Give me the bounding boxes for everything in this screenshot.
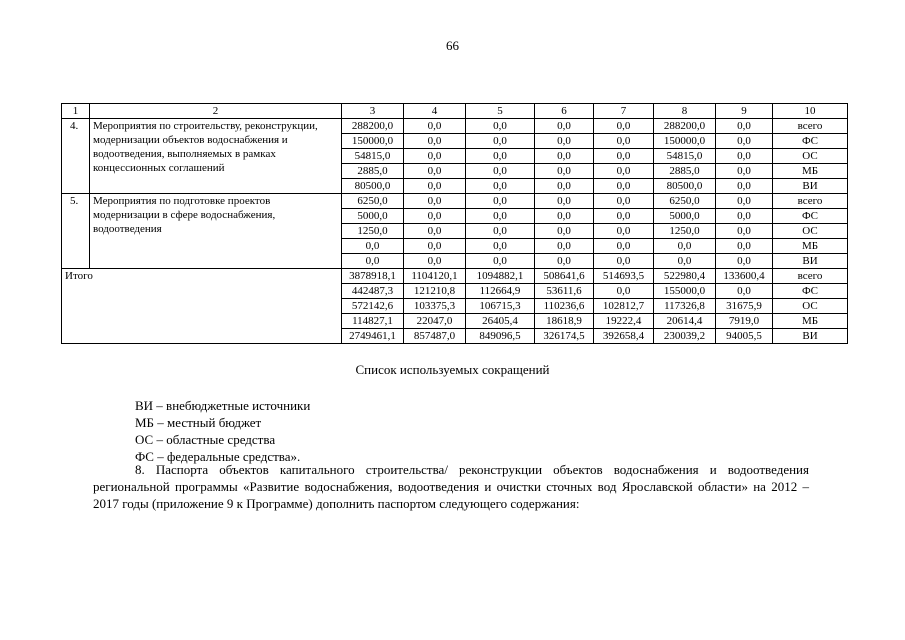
value-cell: 150000,0 [654, 134, 716, 149]
source-cell: ОС [773, 299, 848, 314]
value-cell: 0,0 [594, 209, 654, 224]
value-cell: 0,0 [716, 194, 773, 209]
value-cell: 7919,0 [716, 314, 773, 329]
value-cell: 5000,0 [342, 209, 404, 224]
value-cell: 133600,4 [716, 269, 773, 284]
value-cell: 0,0 [594, 149, 654, 164]
value-cell: 0,0 [535, 119, 594, 134]
value-cell: 1250,0 [342, 224, 404, 239]
value-cell: 3878918,1 [342, 269, 404, 284]
value-cell: 0,0 [466, 209, 535, 224]
value-cell: 0,0 [716, 209, 773, 224]
source-cell: ФС [773, 209, 848, 224]
value-cell: 0,0 [466, 149, 535, 164]
value-cell: 0,0 [535, 149, 594, 164]
value-cell: 0,0 [535, 254, 594, 269]
value-cell: 0,0 [716, 134, 773, 149]
abbreviations-title: Список используемых сокращений [355, 362, 550, 377]
value-cell: 1094882,1 [466, 269, 535, 284]
value-cell: 326174,5 [535, 329, 594, 344]
value-cell: 6250,0 [654, 194, 716, 209]
value-cell: 0,0 [466, 224, 535, 239]
value-cell: 0,0 [535, 164, 594, 179]
header-cell: 8 [654, 104, 716, 119]
page-number: 66 [446, 38, 459, 53]
value-cell: 0,0 [716, 119, 773, 134]
paragraph-8 [93, 461, 809, 512]
value-cell: 0,0 [654, 239, 716, 254]
value-cell: 0,0 [466, 119, 535, 134]
paragraph-text: 8. Паспорта объектов капитального строительства/ реконструкции объектов водоснабжения и водоотведения региональной программы «Развитие водоснабжения, водоотведения и очистки сточных вод Ярославской области» на 2012 – 2017 годы (приложение 9 к Программе) дополнить паспортом следующего содержания: [93, 462, 809, 511]
value-cell: 1250,0 [654, 224, 716, 239]
value-cell: 121210,8 [404, 284, 466, 299]
value-cell: 0,0 [404, 149, 466, 164]
value-cell: 288200,0 [342, 119, 404, 134]
source-cell: ОС [773, 149, 848, 164]
value-cell: 230039,2 [654, 329, 716, 344]
table-body [62, 119, 848, 344]
value-cell: 0,0 [466, 239, 535, 254]
value-cell: 117326,8 [654, 299, 716, 314]
item-name: Мероприятия по строительству, реконструкции, модернизации объектов водоснабжения и водоотведения, выполняемых в рамках концессионных соглашений [90, 119, 342, 194]
value-cell: 114827,1 [342, 314, 404, 329]
value-cell: 0,0 [404, 179, 466, 194]
value-cell: 110236,6 [535, 299, 594, 314]
source-cell: МБ [773, 239, 848, 254]
header-cell: 2 [90, 104, 342, 119]
source-cell: ВИ [773, 179, 848, 194]
header-cell: 10 [773, 104, 848, 119]
value-cell: 0,0 [404, 164, 466, 179]
value-cell: 20614,4 [654, 314, 716, 329]
source-cell: ФС [773, 134, 848, 149]
item-name: Мероприятия по подготовке проектов модернизации в сфере водоснабжения, водоотведения [90, 194, 342, 269]
source-cell: ОС [773, 224, 848, 239]
value-cell: 102812,7 [594, 299, 654, 314]
table-header [62, 104, 848, 119]
source-cell: МБ [773, 164, 848, 179]
value-cell: 0,0 [466, 254, 535, 269]
value-cell: 155000,0 [654, 284, 716, 299]
table-row [62, 269, 848, 284]
value-cell: 0,0 [404, 239, 466, 254]
value-cell: 19222,4 [594, 314, 654, 329]
value-cell: 22047,0 [404, 314, 466, 329]
value-cell: 0,0 [342, 239, 404, 254]
value-cell: 0,0 [594, 179, 654, 194]
value-cell: 106715,3 [466, 299, 535, 314]
value-cell: 0,0 [466, 194, 535, 209]
abbreviation-vi: ВИ – внебюджетные источники [135, 398, 311, 413]
item-number: 4. [62, 119, 90, 194]
source-cell: всего [773, 119, 848, 134]
value-cell: 0,0 [404, 134, 466, 149]
value-cell: 18618,9 [535, 314, 594, 329]
value-cell: 0,0 [342, 254, 404, 269]
value-cell: 0,0 [594, 224, 654, 239]
value-cell: 0,0 [716, 239, 773, 254]
header-cell: 3 [342, 104, 404, 119]
source-cell: ВИ [773, 254, 848, 269]
value-cell: 103375,3 [404, 299, 466, 314]
value-cell: 2885,0 [342, 164, 404, 179]
value-cell: 0,0 [716, 164, 773, 179]
abbreviation-mb: МБ – местный бюджет [135, 415, 262, 430]
source-cell: всего [773, 269, 848, 284]
total-label: Итого [62, 269, 342, 344]
value-cell: 0,0 [716, 254, 773, 269]
header-cell: 6 [535, 104, 594, 119]
value-cell: 392658,4 [594, 329, 654, 344]
value-cell: 80500,0 [654, 179, 716, 194]
value-cell: 0,0 [535, 179, 594, 194]
value-cell: 2885,0 [654, 164, 716, 179]
value-cell: 1104120,1 [404, 269, 466, 284]
value-cell: 857487,0 [404, 329, 466, 344]
value-cell: 0,0 [594, 239, 654, 254]
value-cell: 0,0 [466, 164, 535, 179]
header-row [62, 104, 848, 119]
value-cell: 572142,6 [342, 299, 404, 314]
table-row [62, 194, 848, 209]
source-cell: МБ [773, 314, 848, 329]
value-cell: 31675,9 [716, 299, 773, 314]
abbreviation-os: ОС – областные средства [135, 432, 276, 447]
value-cell: 0,0 [594, 164, 654, 179]
value-cell: 0,0 [594, 254, 654, 269]
header-cell: 1 [62, 104, 90, 119]
value-cell: 54815,0 [654, 149, 716, 164]
value-cell: 0,0 [535, 209, 594, 224]
value-cell: 0,0 [466, 179, 535, 194]
value-cell: 0,0 [404, 119, 466, 134]
header-cell: 9 [716, 104, 773, 119]
value-cell: 53611,6 [535, 284, 594, 299]
value-cell: 0,0 [716, 179, 773, 194]
source-cell: ФС [773, 284, 848, 299]
value-cell: 94005,5 [716, 329, 773, 344]
value-cell: 0,0 [594, 194, 654, 209]
value-cell: 0,0 [466, 134, 535, 149]
abbreviation-fs: ФС – федеральные средства». [135, 449, 301, 464]
value-cell: 0,0 [594, 119, 654, 134]
value-cell: 26405,4 [466, 314, 535, 329]
value-cell: 5000,0 [654, 209, 716, 224]
value-cell: 2749461,1 [342, 329, 404, 344]
value-cell: 0,0 [716, 224, 773, 239]
value-cell: 0,0 [716, 284, 773, 299]
value-cell: 0,0 [404, 224, 466, 239]
value-cell: 0,0 [654, 254, 716, 269]
value-cell: 54815,0 [342, 149, 404, 164]
value-cell: 80500,0 [342, 179, 404, 194]
value-cell: 288200,0 [654, 119, 716, 134]
budget-table [61, 103, 848, 344]
source-cell: ВИ [773, 329, 848, 344]
value-cell: 442487,3 [342, 284, 404, 299]
value-cell: 0,0 [535, 224, 594, 239]
value-cell: 514693,5 [594, 269, 654, 284]
value-cell: 0,0 [404, 194, 466, 209]
value-cell: 6250,0 [342, 194, 404, 209]
source-cell: всего [773, 194, 848, 209]
header-cell: 7 [594, 104, 654, 119]
value-cell: 112664,9 [466, 284, 535, 299]
item-number: 5. [62, 194, 90, 269]
value-cell: 0,0 [535, 134, 594, 149]
value-cell: 0,0 [404, 254, 466, 269]
value-cell: 0,0 [594, 284, 654, 299]
value-cell: 522980,4 [654, 269, 716, 284]
header-cell: 4 [404, 104, 466, 119]
value-cell: 849096,5 [466, 329, 535, 344]
value-cell: 0,0 [404, 209, 466, 224]
value-cell: 508641,6 [535, 269, 594, 284]
value-cell: 150000,0 [342, 134, 404, 149]
value-cell: 0,0 [594, 134, 654, 149]
header-cell: 5 [466, 104, 535, 119]
value-cell: 0,0 [716, 149, 773, 164]
value-cell: 0,0 [535, 239, 594, 254]
value-cell: 0,0 [535, 194, 594, 209]
table-row [62, 119, 848, 134]
